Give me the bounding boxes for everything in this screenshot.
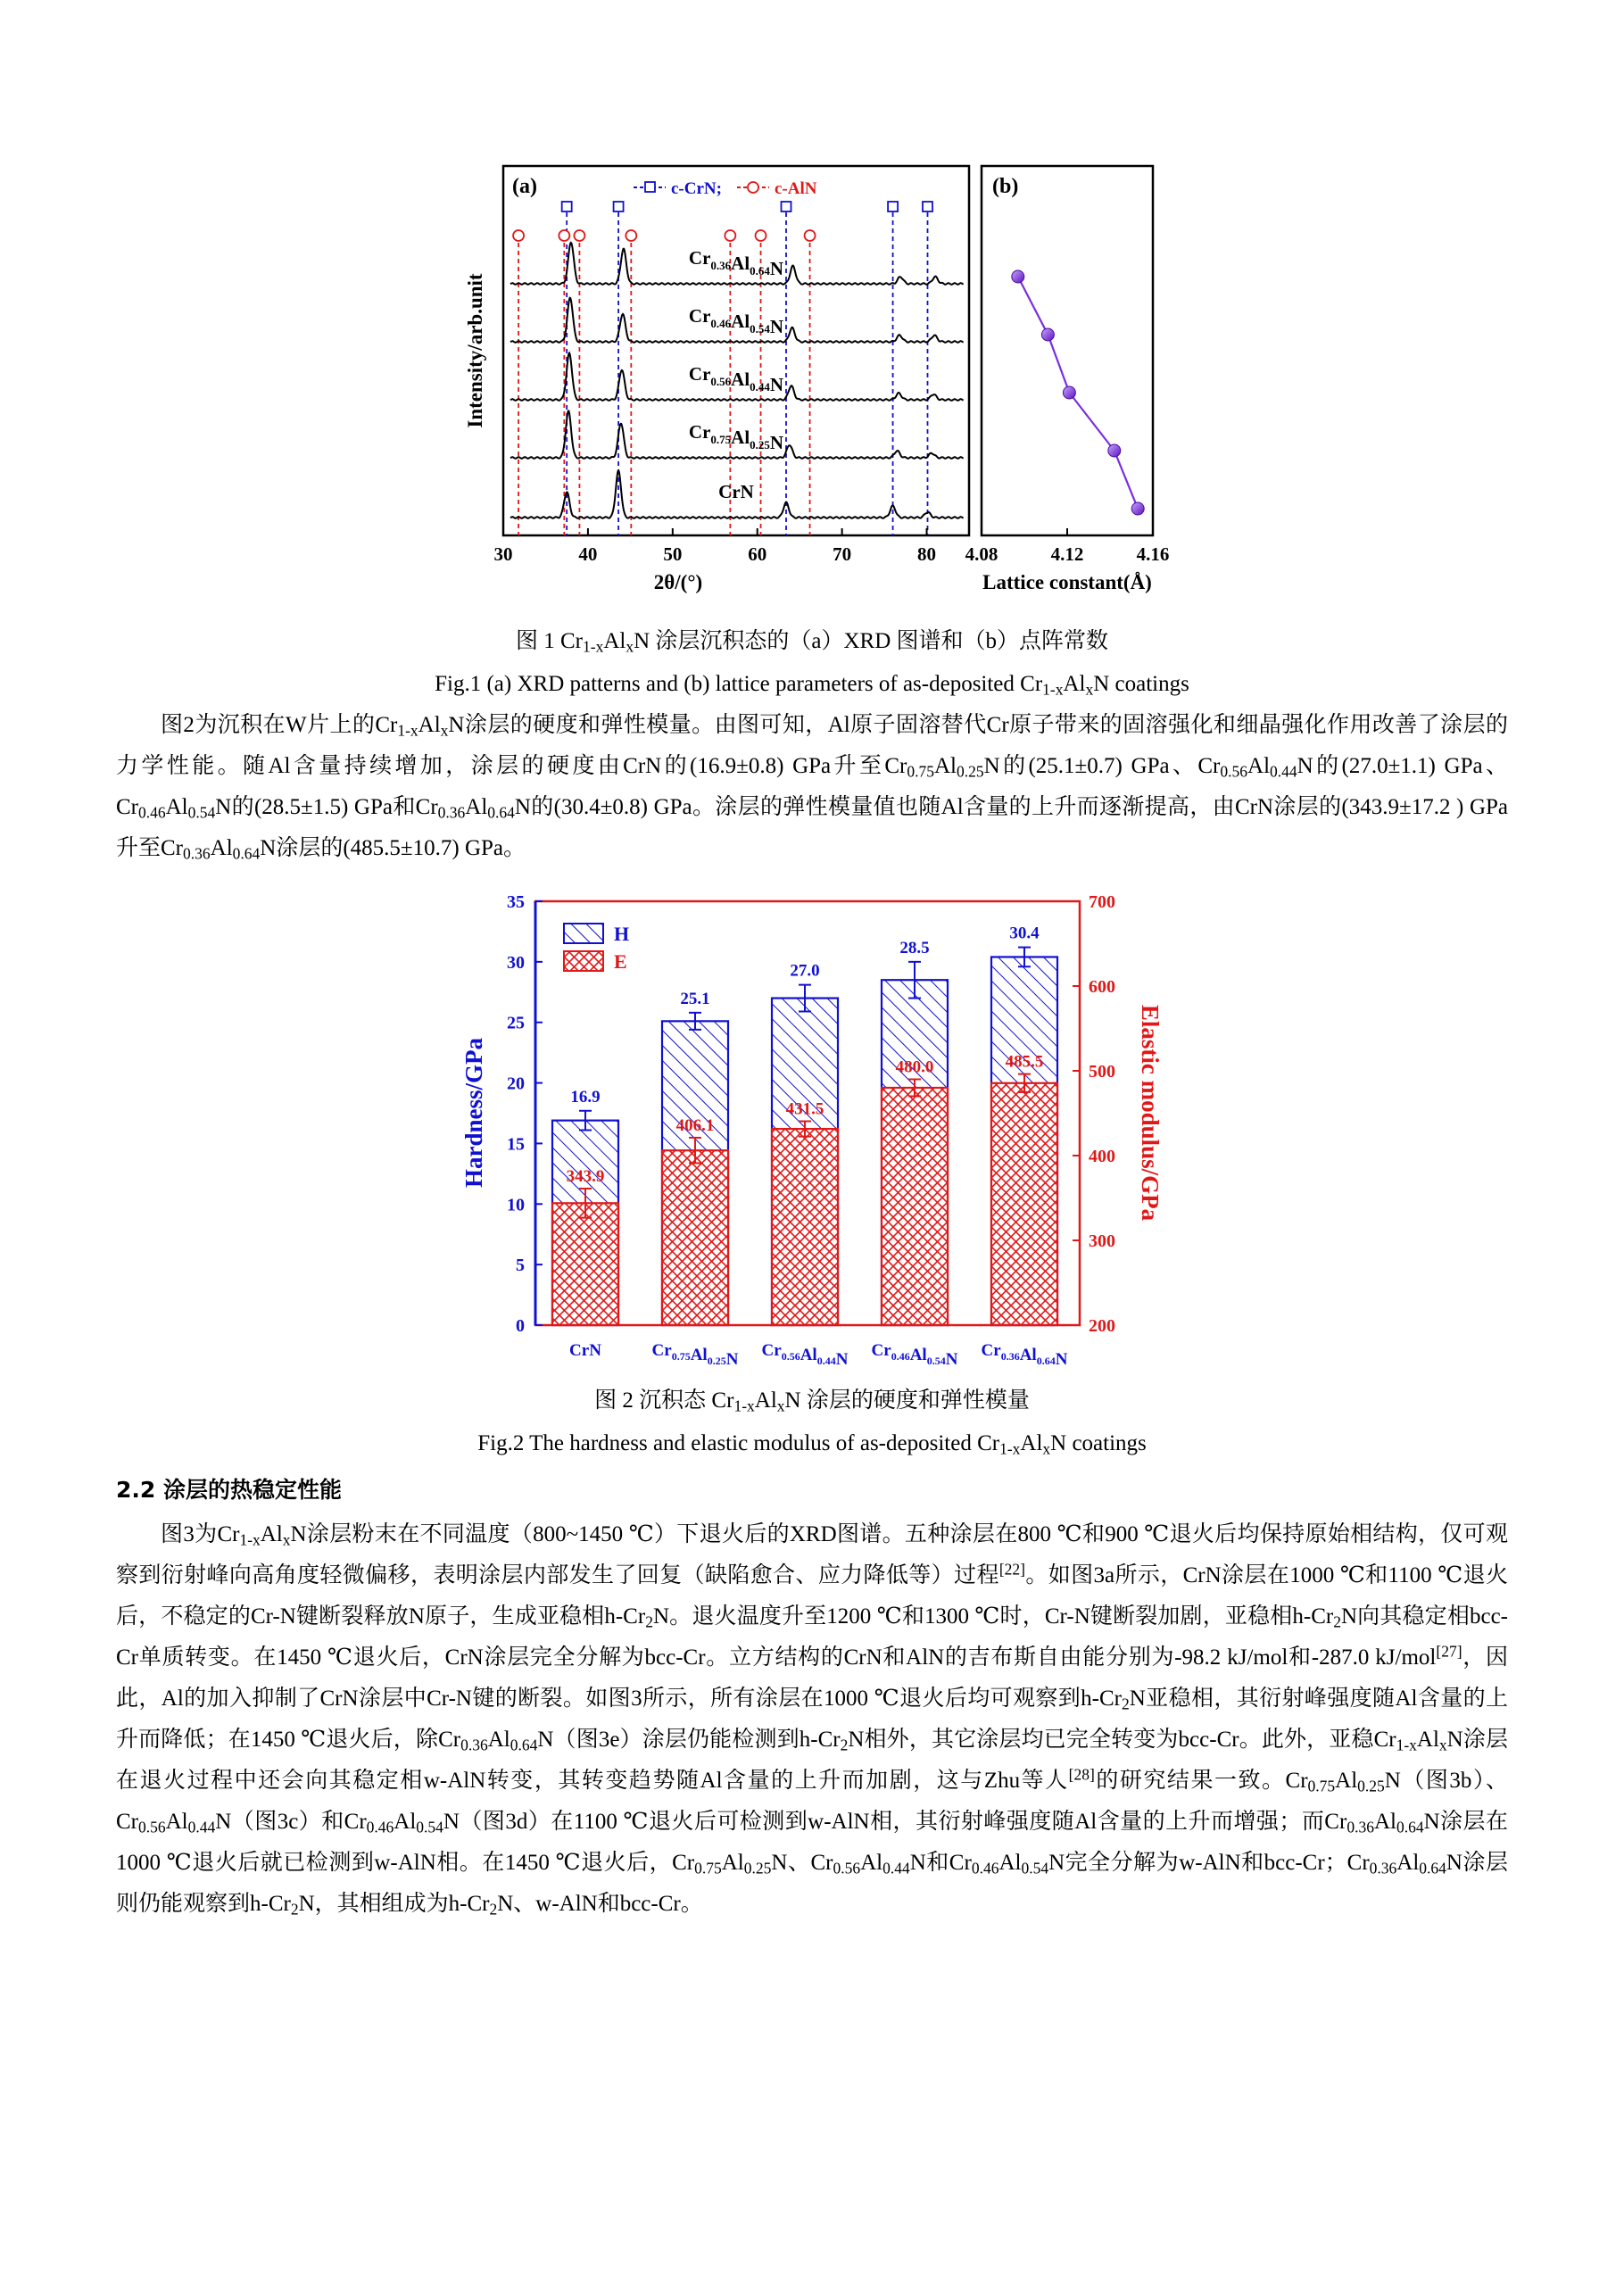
fig1a-xtick-label: 40 [578,543,598,565]
legend-h-label: H [614,923,630,945]
legend-h-swatch [564,924,603,943]
xrd-series-label: $Cr_{0.56}Al_{0.44}N$ [688,363,784,395]
ref-marker-aln [805,230,816,241]
legend-e-swatch [564,951,603,971]
right-ytick-label: 600 [1089,977,1115,997]
right-ytick-label: 300 [1089,1231,1115,1251]
hardness-value-label: 28.5 [899,938,930,957]
fig1b-xlabel: Lattice constant(Å) [982,571,1152,593]
fig1a-xtick-label: 50 [663,543,683,565]
fig1b-panel-label: (b) [992,175,1019,198]
xrd-series-label: $Cr_{0.75}Al_{0.25}N$ [688,421,784,453]
modulus-value-label: 343.9 [566,1166,605,1186]
left-ytick-label: 25 [507,1013,525,1033]
left-ytick-label: 20 [507,1073,525,1094]
modulus-bar [552,1203,618,1325]
lattice-point [1131,502,1144,515]
fig1a-panel-label: (a) [512,175,537,198]
right-ytick-label: 200 [1089,1316,1115,1336]
paragraph-mechanical-properties: 图2为沉积在W片上的$Cr_{1-x}Al_xN$涂层的硬度和弹性模量。由图可知，Al原子固溶替代Cr原子带来的固溶强化和细晶强化作用改善了涂层的力学性能。随Al含量持续增加，涂层的硬度由CrN的(16.9±0.8) GPa升至$Cr_{0.75}Al_{0.25}N$的(25.1±0.7) GPa、$Cr_{0.56}Al_{0.44}N$的(27.0±1.1) GPa、$Cr_{0.46}Al_{0.54}N$的(28.5±1.5) GPa和$Cr_{0.36}Al_{0.64}N$的(30.4±0.8) GPa。涂层的弹性模量值也随Al含量的上升而逐渐提高，由CrN涂层的(343.9±17.2 ) GPa升至$Cr_{0.36}Al_{0.64}N$涂层的(485.5±10.7) GPa。 [116,713,1509,863]
ref-marker-aln [725,230,735,241]
fig1-chart [0,0,1624,625]
lattice-point [1063,386,1075,399]
fig1a-xtick-label: 30 [493,543,513,565]
section-heading: 2.2 涂层的热稳定性能 [116,1477,342,1503]
hardness-value-label: 16.9 [570,1087,601,1107]
modulus-bar [991,1083,1057,1325]
right-ytick-label: 700 [1089,892,1115,912]
fig1a-xtick-label: 60 [748,543,767,565]
category-label: $Cr_{0.75}Al_{0.25}N$ [651,1341,739,1369]
fig2-ylabel-right: Elastic modulus/GPa [1137,1004,1164,1222]
lattice-point [1041,328,1054,341]
hardness-value-label: 25.1 [680,989,710,1008]
left-ytick-label: 35 [507,892,525,912]
fig1b-xtick-label: 4.16 [1136,543,1170,565]
fig2-caption-en: Fig.2 The hardness and elastic modulus of as-deposited $Cr_{1-x}Al_xN$ coatings [477,1431,1147,1458]
legend-aln-label: c-AlN [775,179,817,198]
modulus-value-label: 406.1 [675,1115,715,1135]
xrd-series-label: $Cr_{0.36}Al_{0.64}N$ [688,247,784,279]
category-label: $Cr_{0.56}Al_{0.44}N$ [761,1341,849,1369]
category-label: $Cr_{0.36}Al_{0.64}N$ [981,1341,1068,1369]
fig1a-ylabel: Intensity/arb.unit [464,273,486,428]
left-ytick-label: 0 [516,1316,525,1336]
hardness-value-label: 30.4 [1009,924,1040,943]
legend-e-label: E [614,950,627,973]
lattice-point [1108,444,1121,457]
ref-marker-aln [559,230,569,241]
fig1-caption-en: Fig.1 (a) XRD patterns and (b) lattice parameters of as-deposited $Cr_{1-x}Al_xN$ coatings [435,672,1189,699]
ref-marker-aln [756,230,766,241]
legend-crn-marker [645,182,655,192]
fig2-caption-cn: 图 2 沉积态 $Cr_{1-x}Al_xN$ 涂层的硬度和弹性模量 [594,1388,1030,1415]
right-ytick-label: 400 [1089,1147,1115,1166]
left-ytick-label: 10 [507,1195,525,1215]
paragraph-thermal-stability: 图3为$Cr_{1-x}Al_xN$涂层粉末在不同温度（800~1450 ℃）下退火后的XRD图谱。五种涂层在800 ℃和900 ℃退火后均保持原始相结构，仅可观察到衍射峰向高角度轻微偏移，表明涂层内部发生了回复（缺陷愈合、应力降低等）过程[22]。如图3a所示，CrN涂层在1000 ℃和1100 ℃退火后，不稳定的Cr-N键断裂释放N原子，生成亚稳相$h-Cr_2N$。退火温度升至1200 ℃和1300 ℃时，Cr-N键断裂加剧，亚稳相$h-Cr_2N$向其稳定相bcc-Cr单质转变。在1450 ℃退火后，CrN涂层完全分解为bcc-Cr。立方结构的CrN和AlN的吉布斯自由能分别为-98.2 kJ/mol和-287.0 kJ/mol[27]，因此，Al的加入抑制了CrN涂层中Cr-N键的断裂。如图3所示，所有涂层在1000 ℃退火后均可观察到$h-Cr_2N$亚稳相，其衍射峰强度随Al含量的上升而降低；在1450 ℃退火后，除$Cr_{0.36}Al_{0.64}N$（图3e）涂层仍能检测到$h-Cr_2N$相外，其它涂层均已完全转变为bcc-Cr。此外，亚稳$Cr_{1-x}Al_xN$涂层在退火过程中还会向其稳定相w-AlN转变，其转变趋势随Al含量的上升而加剧，这与Zhu等人[28]的研究结果一致。$Cr_{0.75}Al_{0.25}N$（图3b）、$Cr_{0.56}Al_{0.44}N$（图3c）和$Cr_{0.46}Al_{0.54}N$（图3d）在1100 ℃退火后可检测到w-AlN相，其衍射峰强度随Al含量的上升而增强；而$Cr_{0.36}Al_{0.64}N$涂层在1000 ℃退火后就已检测到w-AlN相。在1450 ℃退火后，$Cr_{0.75}Al_{0.25}N$、$Cr_{0.56}Al_{0.44}N$和$Cr_{0.46}Al_{0.54}N$完全分解为w-AlN和bcc-Cr；$Cr_{0.36}Al_{0.64}N$涂层则仍能观察到$h-Cr_2N$，其相组成为$h-Cr_2N$、w-AlN和bcc-Cr。 [116,1522,1509,1919]
fig1a-xtick-label: 70 [833,543,852,565]
category-label: $Cr_{0.46}Al_{0.54}N$ [871,1341,958,1369]
left-ytick-label: 5 [516,1256,525,1276]
lattice-line [1018,277,1138,509]
fig1b-xtick-label: 4.12 [1050,543,1084,565]
modulus-value-label: 480.0 [895,1057,934,1077]
modulus-bar [772,1129,838,1325]
left-ytick-label: 15 [507,1134,525,1155]
modulus-bar [662,1150,728,1325]
lattice-point [1012,270,1024,283]
legend-aln-marker [748,182,758,193]
ref-marker-crn [562,202,572,211]
fig2-chart [0,883,1624,1392]
fig2-ylabel-left: Hardness/GPa [460,1037,487,1189]
hardness-value-label: 27.0 [790,961,820,981]
xrd-series-label: $Cr_{0.46}Al_{0.54}N$ [688,305,784,337]
fig1a-xlabel: 2θ/(°) [653,571,703,593]
ref-marker-crn [923,202,932,211]
ref-marker-crn [888,202,898,211]
category-label: CrN [569,1341,601,1360]
modulus-bar [882,1088,948,1325]
ref-marker-crn [614,202,624,211]
ref-marker-aln [513,230,524,241]
right-ytick-label: 500 [1089,1062,1115,1082]
modulus-value-label: 485.5 [1005,1052,1044,1072]
fig1a-frame [503,166,969,535]
ref-marker-aln [574,230,584,241]
fig1-caption-cn: 图 1 $Cr_{1-x}Al_xN$ 涂层沉积态的（a）XRD 图谱和（b）点阵常数 [515,629,1109,656]
fig1b-xtick-label: 4.08 [965,543,998,565]
modulus-value-label: 431.5 [785,1099,824,1119]
xrd-series-label: CrN [718,481,754,502]
ref-marker-crn [781,202,791,211]
legend-crn-label: c-CrN; [671,179,722,198]
fig1a-xtick-label: 80 [917,543,937,565]
ref-marker-aln [626,230,636,241]
left-ytick-label: 30 [507,952,525,973]
